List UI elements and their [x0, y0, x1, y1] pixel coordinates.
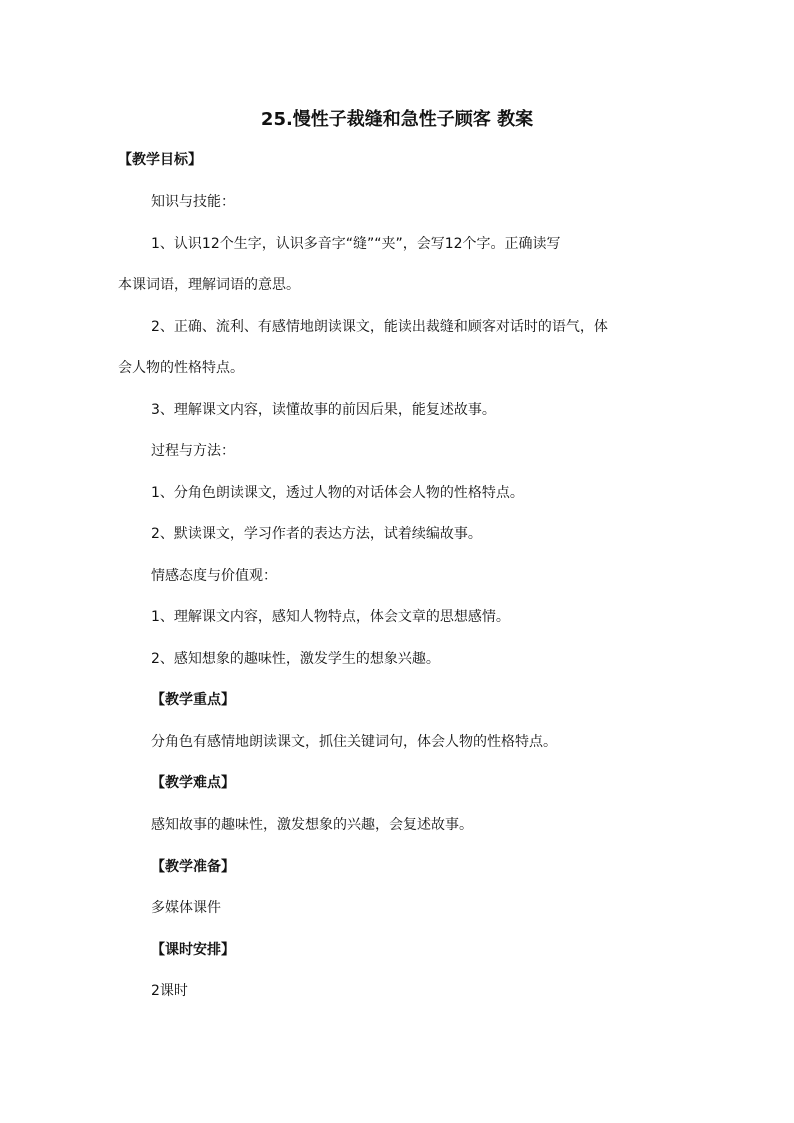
process-item: 1、分角色朗读课文，透过人物的对话体会人物的性格特点。 [151, 485, 524, 501]
document-title: 25.慢性子裁缝和急性子顾客 教案 [260, 109, 534, 130]
knowledge-item: 2、正确、流利、有感情地朗读课文，能读出裁缝和顾客对话时的语气，体 [151, 319, 608, 335]
knowledge-item: 3、理解课文内容，读懂故事的前因后果，能复述故事。 [151, 402, 496, 418]
knowledge-item: 会人物的性格特点。 [118, 360, 244, 376]
preparation-heading: 【教学准备】 [151, 859, 235, 875]
emotion-label: 情感态度与价值观： [151, 568, 277, 584]
schedule-content: 2课时 [151, 983, 188, 999]
emotion-item: 2、感知想象的趣味性，激发学生的想象兴趣。 [151, 651, 440, 667]
difficulties-content: 感知故事的趣味性，激发想象的兴趣，会复述故事。 [151, 817, 473, 833]
knowledge-item: 本课词语，理解词语的意思。 [118, 277, 300, 293]
knowledge-label: 知识与技能： [151, 194, 235, 210]
objectives-heading: 【教学目标】 [118, 152, 202, 168]
emotion-item: 1、理解课文内容，感知人物特点，体会文章的思想感情。 [151, 609, 510, 625]
preparation-content: 多媒体课件 [151, 900, 221, 916]
key-points-heading: 【教学重点】 [151, 692, 235, 708]
process-label: 过程与方法： [151, 443, 235, 459]
difficulties-heading: 【教学难点】 [151, 775, 235, 791]
schedule-heading: 【课时安排】 [151, 942, 235, 958]
process-item: 2、默读课文，学习作者的表达方法，试着续编故事。 [151, 526, 482, 542]
knowledge-item: 1、认识12个生字，认识多音字“缝”“夹”，会写12个字。正确读写 [151, 236, 561, 252]
key-points-content: 分角色有感情地朗读课文，抓住关键词句，体会人物的性格特点。 [151, 734, 557, 750]
